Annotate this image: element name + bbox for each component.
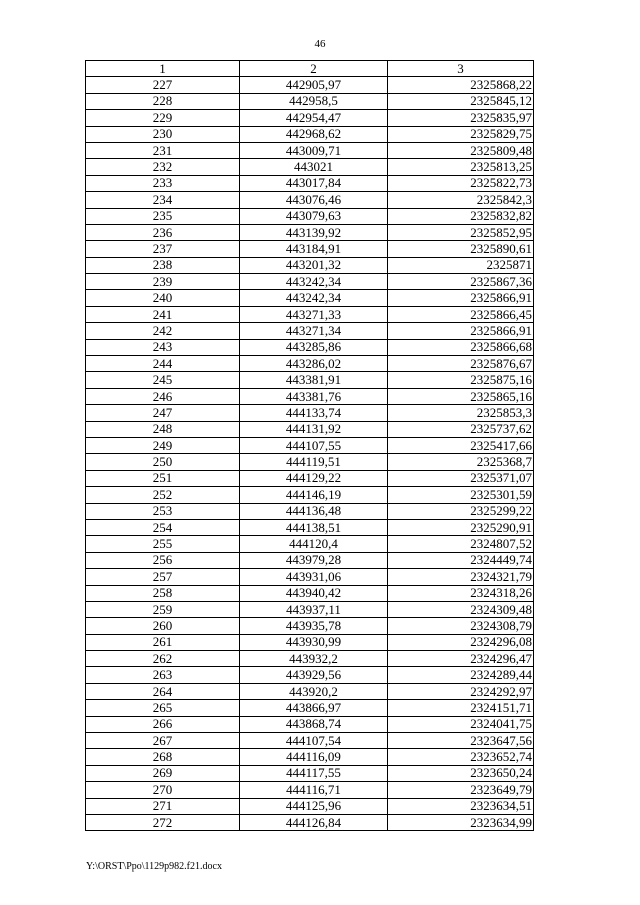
point-number-cell: 255: [86, 536, 240, 552]
x-coordinate-cell: 443201,32: [240, 257, 388, 273]
point-number-cell: 251: [86, 470, 240, 486]
table-row: [86, 126, 534, 142]
table-row: [86, 192, 534, 208]
y-coordinate-cell: 2325876,67: [388, 356, 534, 372]
y-coordinate-cell: 2323634,99: [388, 814, 534, 830]
table-row: [86, 372, 534, 388]
y-coordinate-cell: 2325865,16: [388, 388, 534, 404]
point-number-cell: 271: [86, 798, 240, 814]
y-coordinate-cell: 2324449,74: [388, 552, 534, 568]
x-coordinate-cell: 443929,56: [240, 667, 388, 683]
column-header-1: 1: [86, 61, 240, 77]
table-header-row: [86, 61, 534, 77]
x-coordinate-cell: 444116,09: [240, 749, 388, 765]
x-coordinate-cell: 443940,42: [240, 585, 388, 601]
x-coordinate-cell: 444126,84: [240, 814, 388, 830]
point-number-cell: 229: [86, 110, 240, 126]
x-coordinate-cell: 442954,47: [240, 110, 388, 126]
point-number-cell: 248: [86, 421, 240, 437]
table-row: [86, 405, 534, 421]
point-number-cell: 264: [86, 683, 240, 699]
y-coordinate-cell: 2324321,79: [388, 569, 534, 585]
table-row: [86, 175, 534, 191]
x-coordinate-cell: 443076,46: [240, 192, 388, 208]
column-header-3: 3: [388, 61, 534, 77]
x-coordinate-cell: 443009,71: [240, 142, 388, 158]
x-coordinate-cell: 443021: [240, 159, 388, 175]
table-row: [86, 110, 534, 126]
table-row: [86, 77, 534, 93]
x-coordinate-cell: 443242,34: [240, 274, 388, 290]
y-coordinate-cell: 2325813,25: [388, 159, 534, 175]
y-coordinate-cell: 2325832,82: [388, 208, 534, 224]
table-row: [86, 667, 534, 683]
y-coordinate-cell: 2325842,3: [388, 192, 534, 208]
y-coordinate-cell: 2325371,07: [388, 470, 534, 486]
coordinates-table: [85, 60, 534, 831]
point-number-cell: 238: [86, 257, 240, 273]
point-number-cell: 258: [86, 585, 240, 601]
y-coordinate-cell: 2324041,75: [388, 716, 534, 732]
point-number-cell: 239: [86, 274, 240, 290]
table-row: [86, 749, 534, 765]
table-row: [86, 142, 534, 158]
y-coordinate-cell: 2325868,22: [388, 77, 534, 93]
footer-file-path: Y:\ORST\Ppo\1129p982.f21.docx: [86, 861, 222, 872]
table-body: [86, 77, 534, 831]
point-number-cell: 260: [86, 618, 240, 634]
y-coordinate-cell: 2323649,79: [388, 782, 534, 798]
y-coordinate-cell: 2325866,91: [388, 323, 534, 339]
x-coordinate-cell: 443381,91: [240, 372, 388, 388]
y-coordinate-cell: 2325845,12: [388, 93, 534, 109]
x-coordinate-cell: 444129,22: [240, 470, 388, 486]
table-row: [86, 634, 534, 650]
point-number-cell: 235: [86, 208, 240, 224]
table-row: [86, 683, 534, 699]
x-coordinate-cell: 443184,91: [240, 241, 388, 257]
y-coordinate-cell: 2325809,48: [388, 142, 534, 158]
x-coordinate-cell: 443242,34: [240, 290, 388, 306]
x-coordinate-cell: 443286,02: [240, 356, 388, 372]
point-number-cell: 257: [86, 569, 240, 585]
table-row: [86, 93, 534, 109]
x-coordinate-cell: 442905,97: [240, 77, 388, 93]
y-coordinate-cell: 2324308,79: [388, 618, 534, 634]
x-coordinate-cell: 444136,48: [240, 503, 388, 519]
point-number-cell: 244: [86, 356, 240, 372]
table-row: [86, 503, 534, 519]
point-number-cell: 243: [86, 339, 240, 355]
x-coordinate-cell: 443017,84: [240, 175, 388, 191]
point-number-cell: 242: [86, 323, 240, 339]
y-coordinate-cell: 2325853,3: [388, 405, 534, 421]
y-coordinate-cell: 2325871: [388, 257, 534, 273]
point-number-cell: 230: [86, 126, 240, 142]
table-row: [86, 814, 534, 830]
point-number-cell: 228: [86, 93, 240, 109]
table-row: [86, 339, 534, 355]
point-number-cell: 246: [86, 388, 240, 404]
table-row: [86, 356, 534, 372]
point-number-cell: 231: [86, 142, 240, 158]
table-row: [86, 782, 534, 798]
y-coordinate-cell: 2324318,26: [388, 585, 534, 601]
x-coordinate-cell: 442958,5: [240, 93, 388, 109]
y-coordinate-cell: 2325875,16: [388, 372, 534, 388]
y-coordinate-cell: 2325866,91: [388, 290, 534, 306]
table-row: [86, 536, 534, 552]
table-row: [86, 290, 534, 306]
y-coordinate-cell: 2324292,97: [388, 683, 534, 699]
table-row: [86, 552, 534, 568]
point-number-cell: 268: [86, 749, 240, 765]
point-number-cell: 263: [86, 667, 240, 683]
table-row: [86, 257, 534, 273]
point-number-cell: 234: [86, 192, 240, 208]
y-coordinate-cell: 2325301,59: [388, 487, 534, 503]
table-row: [86, 224, 534, 240]
y-coordinate-cell: 2325417,66: [388, 437, 534, 453]
y-coordinate-cell: 2325835,97: [388, 110, 534, 126]
y-coordinate-cell: 2324309,48: [388, 601, 534, 617]
point-number-cell: 269: [86, 765, 240, 781]
y-coordinate-cell: 2324296,08: [388, 634, 534, 650]
table-row: [86, 437, 534, 453]
x-coordinate-cell: 444120,4: [240, 536, 388, 552]
y-coordinate-cell: 2324289,44: [388, 667, 534, 683]
point-number-cell: 227: [86, 77, 240, 93]
table-row: [86, 618, 534, 634]
y-coordinate-cell: 2323652,74: [388, 749, 534, 765]
point-number-cell: 237: [86, 241, 240, 257]
table-row: [86, 306, 534, 322]
x-coordinate-cell: 443285,86: [240, 339, 388, 355]
y-coordinate-cell: 2324296,47: [388, 651, 534, 667]
table-row: [86, 421, 534, 437]
table-row: [86, 487, 534, 503]
point-number-cell: 265: [86, 700, 240, 716]
table-row: [86, 700, 534, 716]
y-coordinate-cell: 2323647,56: [388, 733, 534, 749]
x-coordinate-cell: 443271,33: [240, 306, 388, 322]
table-row: [86, 651, 534, 667]
x-coordinate-cell: 444133,74: [240, 405, 388, 421]
point-number-cell: 236: [86, 224, 240, 240]
y-coordinate-cell: 2325866,68: [388, 339, 534, 355]
point-number-cell: 272: [86, 814, 240, 830]
column-header-2: 2: [240, 61, 388, 77]
point-number-cell: 233: [86, 175, 240, 191]
x-coordinate-cell: 443937,11: [240, 601, 388, 617]
y-coordinate-cell: 2325368,7: [388, 454, 534, 470]
x-coordinate-cell: 444146,19: [240, 487, 388, 503]
y-coordinate-cell: 2323650,24: [388, 765, 534, 781]
table-row: [86, 519, 534, 535]
point-number-cell: 240: [86, 290, 240, 306]
x-coordinate-cell: 444117,55: [240, 765, 388, 781]
point-number-cell: 254: [86, 519, 240, 535]
y-coordinate-cell: 2325829,75: [388, 126, 534, 142]
x-coordinate-cell: 444107,55: [240, 437, 388, 453]
x-coordinate-cell: 444119,51: [240, 454, 388, 470]
y-coordinate-cell: 2325299,22: [388, 503, 534, 519]
point-number-cell: 247: [86, 405, 240, 421]
table-row: [86, 716, 534, 732]
table-row: [86, 159, 534, 175]
point-number-cell: 253: [86, 503, 240, 519]
y-coordinate-cell: 2325866,45: [388, 306, 534, 322]
point-number-cell: 241: [86, 306, 240, 322]
point-number-cell: 266: [86, 716, 240, 732]
point-number-cell: 270: [86, 782, 240, 798]
x-coordinate-cell: 443932,2: [240, 651, 388, 667]
point-number-cell: 250: [86, 454, 240, 470]
x-coordinate-cell: 443930,99: [240, 634, 388, 650]
point-number-cell: 262: [86, 651, 240, 667]
table-row: [86, 569, 534, 585]
x-coordinate-cell: 443079,63: [240, 208, 388, 224]
x-coordinate-cell: 443866,97: [240, 700, 388, 716]
point-number-cell: 256: [86, 552, 240, 568]
y-coordinate-cell: 2325890,61: [388, 241, 534, 257]
y-coordinate-cell: 2325867,36: [388, 274, 534, 290]
table-row: [86, 323, 534, 339]
x-coordinate-cell: 443931,06: [240, 569, 388, 585]
y-coordinate-cell: 2325737,62: [388, 421, 534, 437]
point-number-cell: 232: [86, 159, 240, 175]
x-coordinate-cell: 442968,62: [240, 126, 388, 142]
table-row: [86, 470, 534, 486]
point-number-cell: 261: [86, 634, 240, 650]
x-coordinate-cell: 443920,2: [240, 683, 388, 699]
table-row: [86, 765, 534, 781]
table-row: [86, 388, 534, 404]
x-coordinate-cell: 444107,54: [240, 733, 388, 749]
point-number-cell: 249: [86, 437, 240, 453]
x-coordinate-cell: 443381,76: [240, 388, 388, 404]
y-coordinate-cell: 2323634,51: [388, 798, 534, 814]
table-row: [86, 601, 534, 617]
table-row: [86, 733, 534, 749]
x-coordinate-cell: 444138,51: [240, 519, 388, 535]
table-row: [86, 241, 534, 257]
x-coordinate-cell: 444131,92: [240, 421, 388, 437]
x-coordinate-cell: 444125,96: [240, 798, 388, 814]
table-row: [86, 274, 534, 290]
point-number-cell: 259: [86, 601, 240, 617]
y-coordinate-cell: 2325290,91: [388, 519, 534, 535]
point-number-cell: 267: [86, 733, 240, 749]
x-coordinate-cell: 443139,92: [240, 224, 388, 240]
x-coordinate-cell: 443935,78: [240, 618, 388, 634]
y-coordinate-cell: 2325822,73: [388, 175, 534, 191]
point-number-cell: 252: [86, 487, 240, 503]
x-coordinate-cell: 443271,34: [240, 323, 388, 339]
table-row: [86, 585, 534, 601]
point-number-cell: 245: [86, 372, 240, 388]
y-coordinate-cell: 2324807,52: [388, 536, 534, 552]
x-coordinate-cell: 443868,74: [240, 716, 388, 732]
y-coordinate-cell: 2324151,71: [388, 700, 534, 716]
y-coordinate-cell: 2325852,95: [388, 224, 534, 240]
table-row: [86, 798, 534, 814]
x-coordinate-cell: 444116,71: [240, 782, 388, 798]
table-row: [86, 208, 534, 224]
table-row: [86, 454, 534, 470]
x-coordinate-cell: 443979,28: [240, 552, 388, 568]
page-number: 46: [314, 38, 326, 50]
